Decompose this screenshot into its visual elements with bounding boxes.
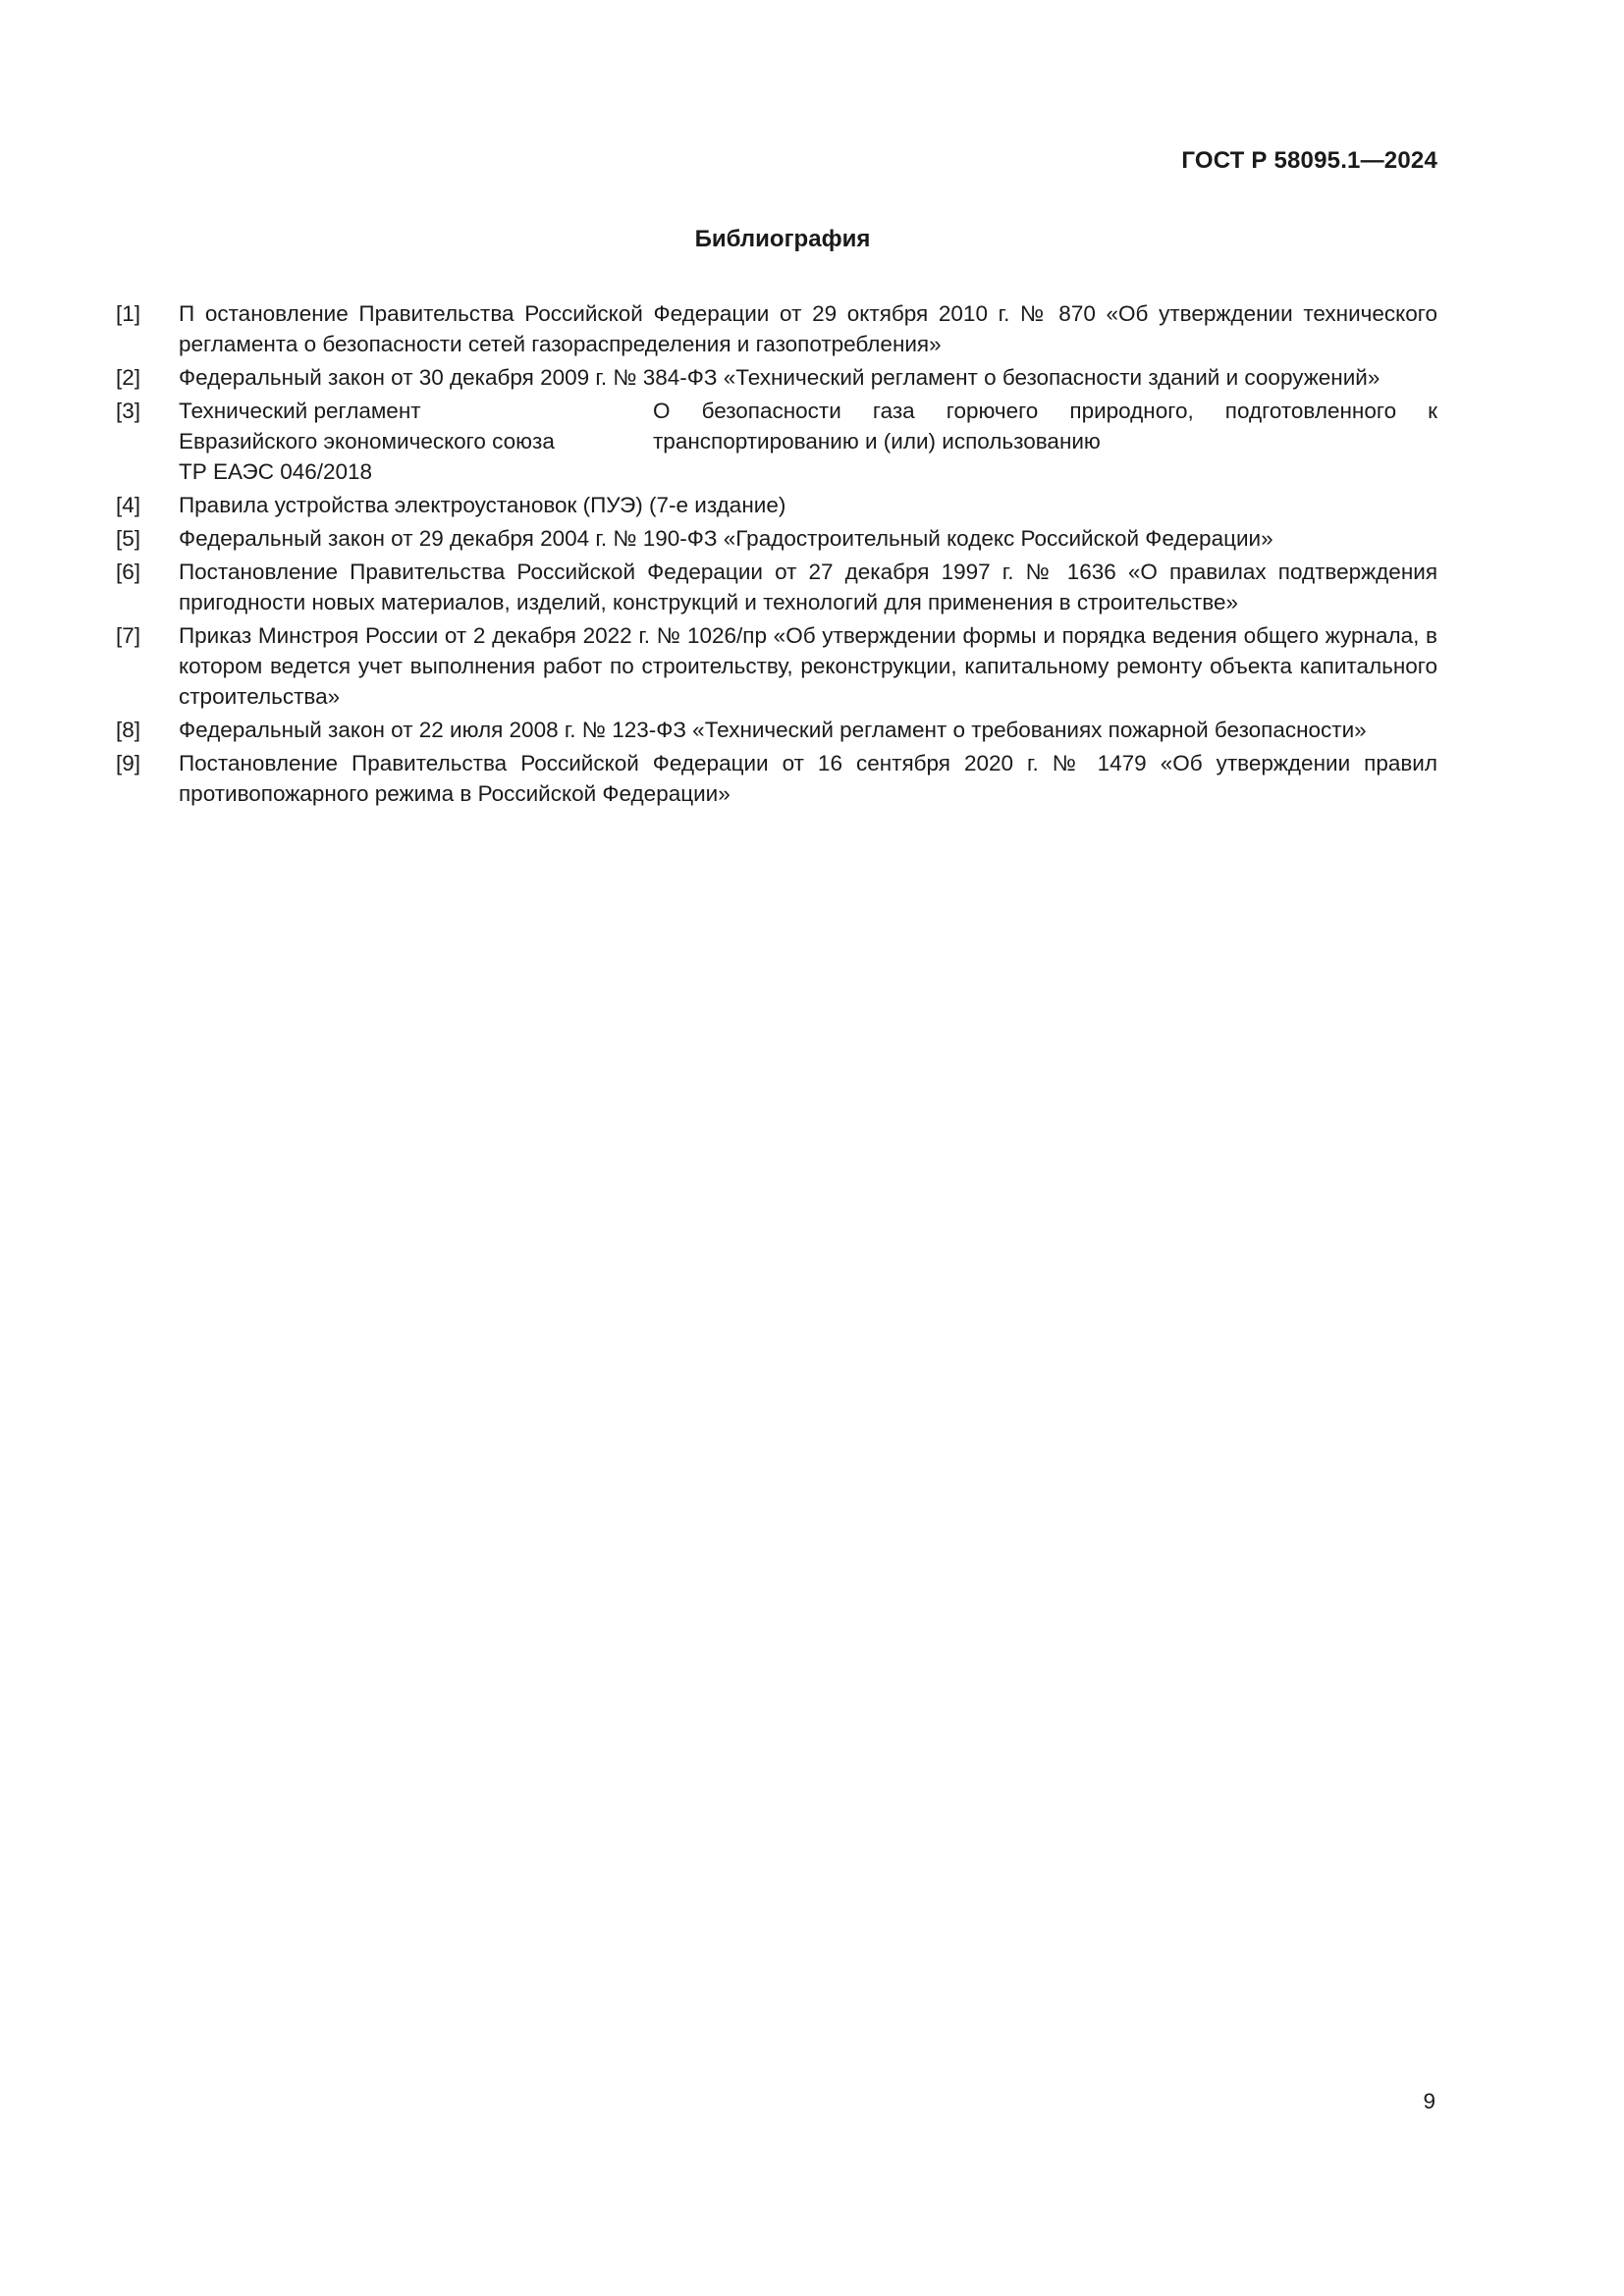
- entry-number: [9]: [116, 751, 141, 775]
- regulation-line: Евразийского экономического союза: [179, 429, 555, 454]
- entry-number: [8]: [116, 718, 141, 742]
- bibliography-entry-7: [116, 620, 1437, 712]
- bibliography-entry-5: [116, 523, 1437, 554]
- entry-number: [2]: [116, 365, 141, 390]
- bibliography-entry-2: [116, 362, 1437, 393]
- entry-number: [5]: [116, 526, 141, 551]
- bibliography-entry-4: [116, 490, 1437, 520]
- regulation-line: Технический регламент: [179, 399, 421, 423]
- bibliography-entry-9: [116, 748, 1437, 809]
- bibliography-list: [116, 298, 1437, 812]
- entry-number: [1]: [116, 301, 141, 326]
- entry-number: [4]: [116, 493, 141, 517]
- entry-text-split: [179, 396, 1437, 487]
- entry-text: Приказ Минстроя России от 2 декабря 2022 г. № 1026/пр «Об утверждении формы и порядка ведения общего журнала, в котором ведется учет выполнения работ по строительству, реконструкции, капитальному ремонту объекта капитального строительства»: [179, 623, 1437, 709]
- document-code: ГОСТ Р 58095.1—2024: [1181, 147, 1437, 174]
- entry-text: Федеральный закон от 30 декабря 2009 г. № 384-ФЗ «Технический регламент о безопасности зданий и сооружений»: [179, 365, 1380, 390]
- entry-number: [7]: [116, 623, 141, 648]
- entry-number: [6]: [116, 560, 141, 584]
- bibliography-entry-1: [116, 298, 1437, 359]
- entry-text: Правила устройства электроустановок (ПУЭ) (7-е издание): [179, 493, 786, 517]
- regulation-line: ТР ЕАЭС 046/2018: [179, 459, 373, 484]
- entry-text: Постановление Правительства Российской Федерации от 27 декабря 1997 г. № 1636 «О правилах подтверждения пригодности новых материалов, изделий, конструкций и технологий для применения в строительстве»: [179, 560, 1437, 614]
- entry-number: [3]: [116, 399, 141, 423]
- regulation-title: О безопасности газа горючего природного, подготовленного к транспортированию и (или) использованию: [653, 399, 1437, 454]
- entry-text: Федеральный закон от 29 декабря 2004 г. № 190-ФЗ «Градостроительный кодекс Российской Федерации»: [179, 526, 1273, 551]
- bibliography-entry-3: [116, 396, 1437, 487]
- entry-text: П остановление Правительства Российской Федерации от 29 октября 2010 г. № 870 «Об утверждении технического регламента о безопасности сетей газораспределения и газопотребления»: [179, 301, 1437, 356]
- bibliography-entry-8: [116, 715, 1437, 745]
- bibliography-title: Библиография: [694, 226, 871, 252]
- page-number: 9: [1423, 2089, 1435, 2113]
- entry-text: Федеральный закон от 22 июля 2008 г. № 123-ФЗ «Технический регламент о требованиях пожарной безопасности»: [179, 718, 1367, 742]
- regulation-designation: [179, 396, 653, 487]
- bibliography-entry-6: [116, 557, 1437, 617]
- entry-text: Постановление Правительства Российской Федерации от 16 сентября 2020 г. № 1479 «Об утверждении правил противопожарного режима в Российской Федерации»: [179, 751, 1437, 806]
